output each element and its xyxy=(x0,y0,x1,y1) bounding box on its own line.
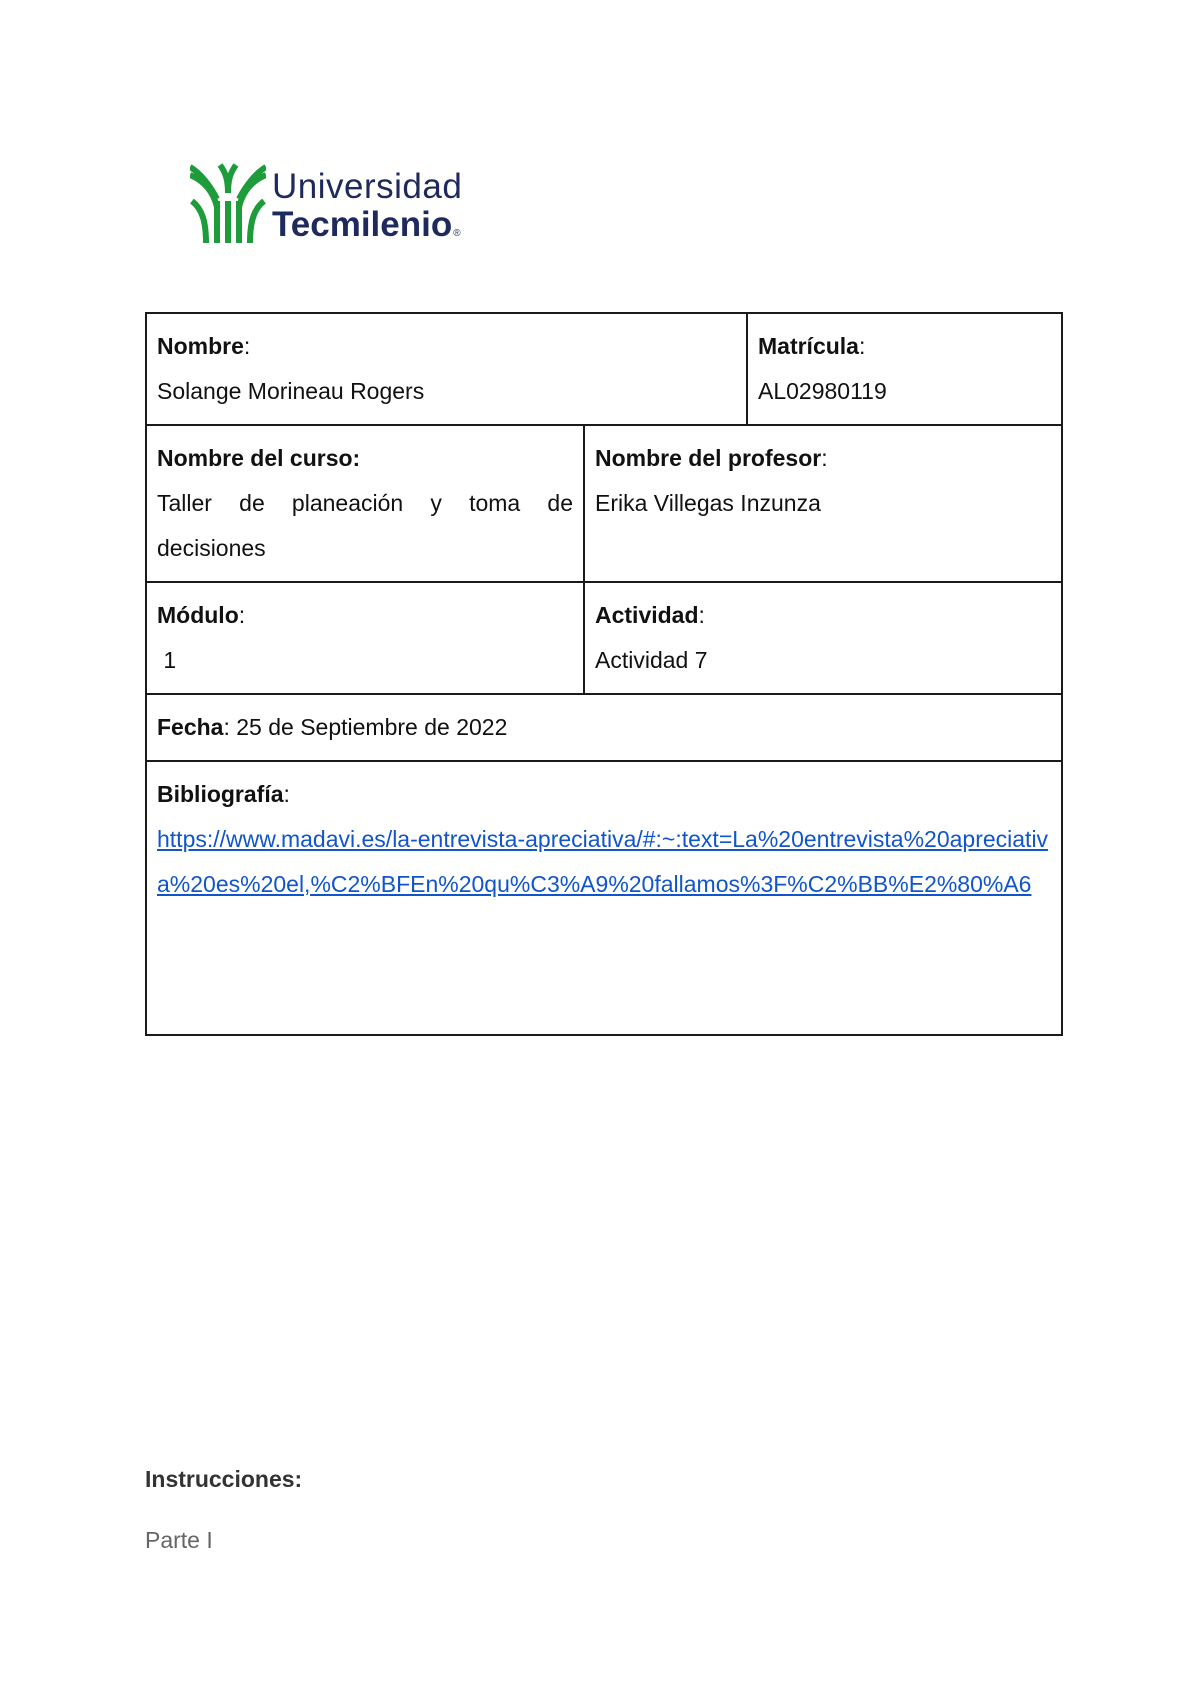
fecha-value: 25 de Septiembre de 2022 xyxy=(229,714,508,740)
cell-profesor: Nombre del profesor: Erika Villegas Inzunza xyxy=(584,425,1062,582)
row-fecha xyxy=(146,694,1062,761)
modulo-label: Módulo xyxy=(157,602,239,628)
actividad-label: Actividad xyxy=(595,602,699,628)
cell-actividad: Actividad: Actividad 7 xyxy=(584,582,1062,694)
row-modulo xyxy=(146,582,1062,694)
fecha-label: Fecha xyxy=(157,714,224,740)
cell-nombre: Nombre: Solange Morineau Rogers xyxy=(146,313,747,425)
logo-text-tecmilenio: Tecmilenio® xyxy=(272,205,461,244)
registered-mark: ® xyxy=(453,228,461,239)
parte-heading: Parte I xyxy=(145,1527,213,1553)
instrucciones-heading: Instrucciones: xyxy=(145,1466,303,1492)
bibliografia-label: Bibliografía xyxy=(157,781,284,807)
curso-value: Taller de planeación y toma de decisiones xyxy=(157,490,573,561)
profesor-label: Nombre del profesor xyxy=(595,445,822,471)
actividad-value: Actividad 7 xyxy=(595,647,708,673)
matricula-value: AL02980119 xyxy=(758,378,887,404)
cell-modulo: Módulo: 1 xyxy=(146,582,584,694)
student-info-table xyxy=(145,312,1063,1036)
row-curso xyxy=(146,425,1062,582)
curso-label: Nombre del curso: xyxy=(157,445,361,471)
cell-matricula: Matrícula: AL02980119 xyxy=(747,313,1062,425)
cell-curso xyxy=(146,425,584,582)
row-nombre xyxy=(146,313,1062,425)
profesor-value: Erika Villegas Inzunza xyxy=(595,490,821,516)
cell-fecha: Fecha: 25 de Septiembre de 2022 xyxy=(146,694,1062,761)
cell-bibliografia: Bibliografía: https://www.madavi.es/la-entrevista-apreciativa/#:~:text=La%20entrevista%20apreciativa%20es%20el,%C2%BFEn%20qu%C3%A9%20fallamos%3F%C2%BB%E2%80%A6 xyxy=(146,761,1062,1035)
bibliografia-link[interactable]: https://www.madavi.es/la-entrevista-apreciativa/#:~:text=La%20entrevista%20apreciativa%20es%20el,%C2%BFEn%20qu%C3%A9%20fallamos%3F%C2%BB%E2%80%A6 xyxy=(157,826,1049,897)
matricula-label: Matrícula xyxy=(758,333,859,359)
nombre-value: Solange Morineau Rogers xyxy=(157,378,425,404)
logo-text-universidad: Universidad xyxy=(272,167,463,206)
university-logo xyxy=(190,163,490,247)
tecmilenio-leaf-icon xyxy=(190,163,266,243)
nombre-label: Nombre xyxy=(157,333,244,359)
row-bibliografia xyxy=(146,761,1062,1035)
modulo-value: 1 xyxy=(157,647,177,673)
